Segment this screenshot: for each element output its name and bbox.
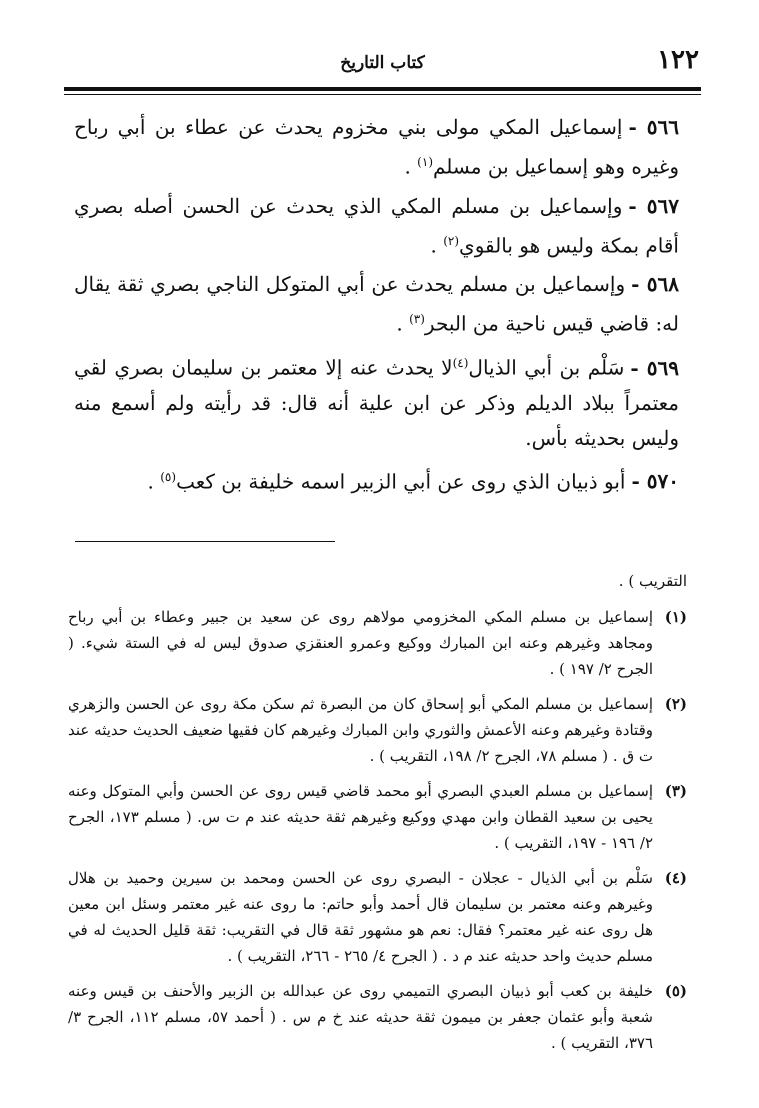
entry-text: وإسماعيل بن مسلم المكي الذي يحدث عن الحسن أصله بصري أقام بمكة وليس هو بالقوي — [74, 193, 679, 258]
footnote-separator — [75, 541, 335, 542]
footnote-1 — [68, 604, 687, 682]
entry-text: أبو ذبيان الذي روى عن أبي الزبير اسمه خليفة بن كعب — [176, 469, 626, 494]
footnote-ref[interactable]: (٣) — [409, 312, 425, 327]
footnote-marker: (٢) — [664, 695, 687, 713]
entry-tail: لا يحدث عنه إلا معتمر بن سليمان بصري لقي معتمراً ببلاد الديلم وذكر عن ابن علية أنه قال: قد رأيته ولم أسمع منه وليس بحديثه بأس. — [74, 355, 679, 450]
entry-number: ٥٦٨ - — [631, 272, 679, 297]
footnotes — [68, 568, 687, 1065]
footnote-continuation: التقريب ) . — [618, 572, 687, 590]
entry-tail: . — [396, 311, 410, 336]
footnote-ref[interactable]: (٢) — [443, 233, 460, 248]
entry-tail: . — [430, 233, 444, 258]
footnote-ref[interactable]: (٤) — [452, 355, 469, 370]
footnote-3 — [68, 778, 687, 856]
footnote-ref[interactable]: (٥) — [160, 469, 177, 484]
main-entries — [74, 110, 679, 503]
footnote-text: إسماعيل بن مسلم العبدي البصري أبو محمد قاضي قيس روى عن الحسن وأبي المتوكل وعنه يحيى بن سعيد القطان وابن مهدي ووكيع وغيرهم ثقة حديثه عند م ت س. ( مسلم ١٧٣، الجرح ٢/ ١٩٦ - ١٩٧، التقريب ) . — [68, 782, 653, 852]
entry-570 — [74, 460, 679, 500]
entry-number: ٥٧٠ - — [631, 469, 679, 494]
entry-567 — [74, 189, 679, 264]
footnote-text: إسماعيل بن مسلم المكي المخزومي مولاهم روى عن سعيد بن جبير وعطاء بن أبي رباح ومجاهد وغيرهم وعنه ابن المبارك ووكيع وعمرو العنقزي صدوق ليس له في الستة شيء. ( الجرح ٢/ ١٩٧ ) . — [68, 608, 653, 678]
header-rule-thick — [64, 87, 701, 91]
footnote-2 — [68, 691, 687, 769]
footnote-text: خليفة بن كعب أبو ذبيان البصري التميمي روى عن عبدالله بن الزبير والأحنف بن قيس وعنه شعبة وأبو عثمان جعفر بن ميمون ثقة حديثه عند خ م س . ( أحمد ٥٧، مسلم ١١٢، الجرح ٣/ ٣٧٦، التقريب ) . — [68, 982, 653, 1052]
entry-text: سَلْم بن أبي الذيال — [468, 355, 625, 380]
entry-text: إسماعيل المكي مولى بني مخزوم يحدث عن عطاء بن أبي رباح وغيره وهو إسماعيل بن مسلم — [74, 115, 679, 179]
page-header — [66, 44, 699, 84]
entry-568 — [74, 267, 679, 342]
footnote-marker: (١) — [664, 608, 687, 626]
entry-566 — [74, 110, 679, 185]
entry-text: وإسماعيل بن مسلم يحدث عن أبي المتوكل الناجي بصري ثقة يقال له: قاضي قيس ناحية من البحر — [74, 272, 679, 336]
page-number: ١٢٢ — [657, 45, 699, 75]
book-title: كتاب التاريخ — [340, 53, 425, 73]
entry-number: ٥٦٧ - — [628, 193, 680, 218]
footnote-marker: (٣) — [664, 782, 687, 800]
entry-number: ٥٦٩ - — [630, 355, 680, 380]
footnote-text: إسماعيل بن مسلم المكي أبو إسحاق كان من البصرة ثم سكن مكة روى عن الحسن والزهري وقتادة وغيرهم وعنه الأعمش والثوري وابن المبارك وغيرهم كان فقيها ضعيف الحديث حديثه عند ت ق . ( مسلم ٧٨، الجرح ٢/ ١٩٨، التقريب ) . — [68, 695, 653, 765]
footnote-5 — [68, 978, 687, 1056]
footnote-text: سَلْم بن أبي الذيال - عجلان - البصري روى عن الحسن ومحمد بن سيرين وحميد بن هلال وغيرهم وعنه معتمر بن سليمان قال أحمد وأبو حاتم: ما روى عنه غير معتمر وسئل ابن معين هل روى عنه غير معتمر؟ فقال: نعم هو مشهور ثقة قال في التقريب: ثقة قليل الحديث له في مسلم حديث واحد حديثه عند م د . ( الجرح ٤/ ٢٦٥ - ٢٦٦، التقريب ) . — [68, 869, 653, 965]
entry-number: ٥٦٦ - — [628, 115, 679, 139]
entry-569 — [74, 346, 679, 456]
entry-tail: . — [404, 154, 418, 179]
footnote-4 — [68, 865, 687, 969]
footnote-marker: (٥) — [664, 982, 687, 1000]
header-rule-thin — [64, 94, 701, 95]
entry-tail: . — [147, 469, 161, 494]
footnote-ref[interactable]: (١) — [417, 155, 433, 169]
footnote-marker: (٤) — [664, 869, 687, 887]
